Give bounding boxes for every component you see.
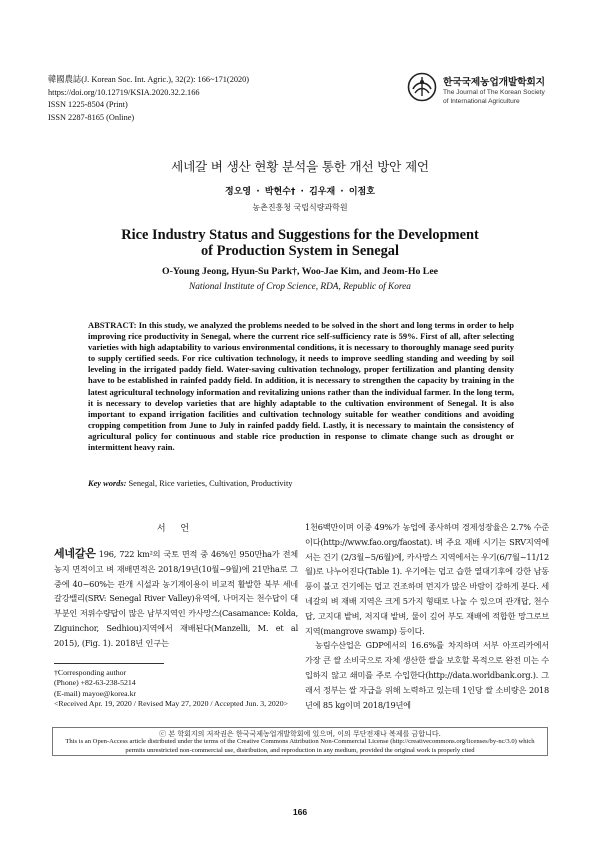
intro-paragraph-right-1: 1천6백만이며 이중 49%가 농업에 종사하며 경제성장율은 2.7% 수준이다(http://www.fao.org/faostat). 벼 주요 재배 시기는 SRV지역에서는 건기 (2/3월~5/6월)에, 카사망스 지역에서는 우기(6/7월~11/12월)로 나누어진다(Table 1). 우기에는 덥고 습한 열대기후에 강한 남동풍이 불고 건기에는 덥고 건조하며 먼지가 많은 바람이 강하게 분다. 세네갈의 벼 재배 지역은 크게 5가지 형태로 나눌 수 있으며 관개답, 천수답, 고지대 밭벼, 저지대 밭벼, 물이 깊어 부도 재배에 적합한 망그로브 지역(mangrove swamp) 등이다.	[305, 522, 549, 636]
keywords-list: Senegal, Rice varieties, Cultivation, Productivity	[128, 479, 293, 488]
keywords	[88, 479, 518, 488]
footnote-divider	[54, 663, 164, 664]
title-english	[60, 227, 540, 259]
license-line2: permits unrestricted non-commercial use, distribution, and reproduction in any medium, provided the original work is properly cited	[125, 746, 475, 754]
society-name-en-line1: The Journal of The Korean Society	[443, 89, 545, 96]
section-heading-introduction: 서 언	[156, 524, 196, 534]
society-name-en-line2: of International Agriculture	[443, 97, 520, 105]
copyright-box	[52, 727, 548, 756]
journal-header	[48, 74, 249, 124]
corresponding-email[interactable]: (E-mail) mayoe@korea.kr	[54, 688, 137, 698]
affiliation-korean: 농촌진흥청 국립식량과학원	[252, 203, 348, 212]
copyright-korean: ⓒ 본 학회지의 저작권은 한국국제농업개발학회에 있으며, 이의 무단전재나 복제를 금합니다.	[159, 730, 441, 738]
page-number: 166	[292, 807, 308, 817]
title-korean: 세네갈 벼 생산 현황 분석을 통한 개선 방안 제언	[171, 159, 429, 174]
society-name-en	[443, 89, 545, 106]
license-line1: This is an Open-Access article distributed under the terms of the Creative Commons Attribution Non-Commercial License (http://creativecommons.org/licenses/by-nc/3.0) which	[65, 738, 535, 746]
affiliation-english: National Institute of Crop Science, RDA, Republic of Korea	[189, 282, 411, 292]
society-name-ko: 한국국제농업개발학회지	[443, 77, 545, 88]
issn-online: ISSN 2287-8165 (Online)	[48, 112, 135, 122]
society-emblem-icon	[407, 72, 437, 102]
lead-word: 세네갈은	[54, 547, 96, 560]
intro-paragraph-right-2: 농림수산업은 GDP에서의 16.6%를 차지하며 서부 아프리카에서 가장 큰 쌀 소비국으로 자체 생산한 쌀을 보호할 목적으로 완전 미는 수입하지 않고 쇄미를 주로 수입한다(http://data.worldbank.org.). 그래서 정부는 쌀 자급을 위해 노력하고 있는데 1인당 쌀 소비량은 2018년에 85 kg이며 2018/19년에	[305, 640, 549, 710]
authors-korean: 정오영 · 박현수† · 김우재 · 이점호	[225, 187, 375, 197]
society-logo	[407, 70, 557, 116]
issn-print: ISSN 1225-8504 (Print)	[48, 100, 128, 110]
doi-link[interactable]: https://doi.org/10.12719/KSIA.2020.32.2.166	[48, 87, 200, 97]
footnote	[54, 668, 288, 710]
keywords-label: Key words:	[88, 479, 127, 488]
authors-english: O-Young Jeong, Hyun-Su Park†, Woo-Jae Kim, and Jeom-Ho Lee	[161, 266, 439, 277]
corresponding-author-label: †Corresponding author	[54, 668, 127, 677]
right-column	[305, 520, 549, 712]
title-english-line1: Rice Industry Status and Suggestions for the Development	[121, 227, 479, 243]
intro-paragraph-left-text: 196, 722 km²의 국토 면적 중 46%인 950만ha가 전체 농지 면적이고 벼 재배면적은 2018/19년(10월~9월)에 21만ha로 그 중에 40~60%는 관개 시설과 농기계이용이 비교적 활발한 북부 세네갈강밸리(SRV: Senegal River Valley)유역에, 나머지는 천수답이 대부분인 저위수량답이 많은 남부지역인 카사망스(Casamance: Kolda, Ziguinchor, Sedhiou)지역에서 재배된다(Manzelli, M. et al 2015), (Fig. 1). 2018년 인구는	[54, 549, 298, 648]
title-english-line2: of Production System in Senegal	[200, 243, 399, 259]
received-dates: <Received Apr. 19, 2020 / Revised May 27, 2020 / Accepted Jun. 3, 2020>	[54, 699, 289, 709]
intro-paragraph-left	[54, 547, 298, 651]
journal-citation: 韓國農誌(J. Korean Soc. Int. Agric.), 32(2): 166~171(2020)	[48, 75, 250, 84]
corresponding-phone: (Phone) +82-63-238-5214	[54, 678, 136, 688]
left-column	[54, 547, 298, 651]
abstract: ABSTRACT: In this study, we analyzed the problems needed to be solved in the short and long terms in order to help improving rice productivity in Senegal, where the current rice self-sufficiency rate is 59%. First of all, after selecting varieties with high adaptability to various environmental conditions, it is necessary to thoroughly manage seed purity to supply certified seeds. For rice cultivation technology, it needs to improve seedling standing and weeding by soil leveling in the irrigated paddy field. Water-saving cultivation technology, proper fertilization and planting density have to be established in rainfed paddy field. In addition, it is necessary to strengthen the capacity by training in the latest agricultural technology information and revitalizing unions rather than the individual farmer. In the long term, it is necessary to develop varieties that are highly adaptable to the cultivation environment of Senegal. It is also important to expand irrigation facilities and cultivation technology suitable for weather conditions and avoiding cropping competition from June to July in rainfed paddy field. Lastly, it is necessary to maintain the consistency of agricultural policy for continuous and stable rice production in response to climate change such as drought or intermittent heavy rain.	[88, 320, 514, 453]
